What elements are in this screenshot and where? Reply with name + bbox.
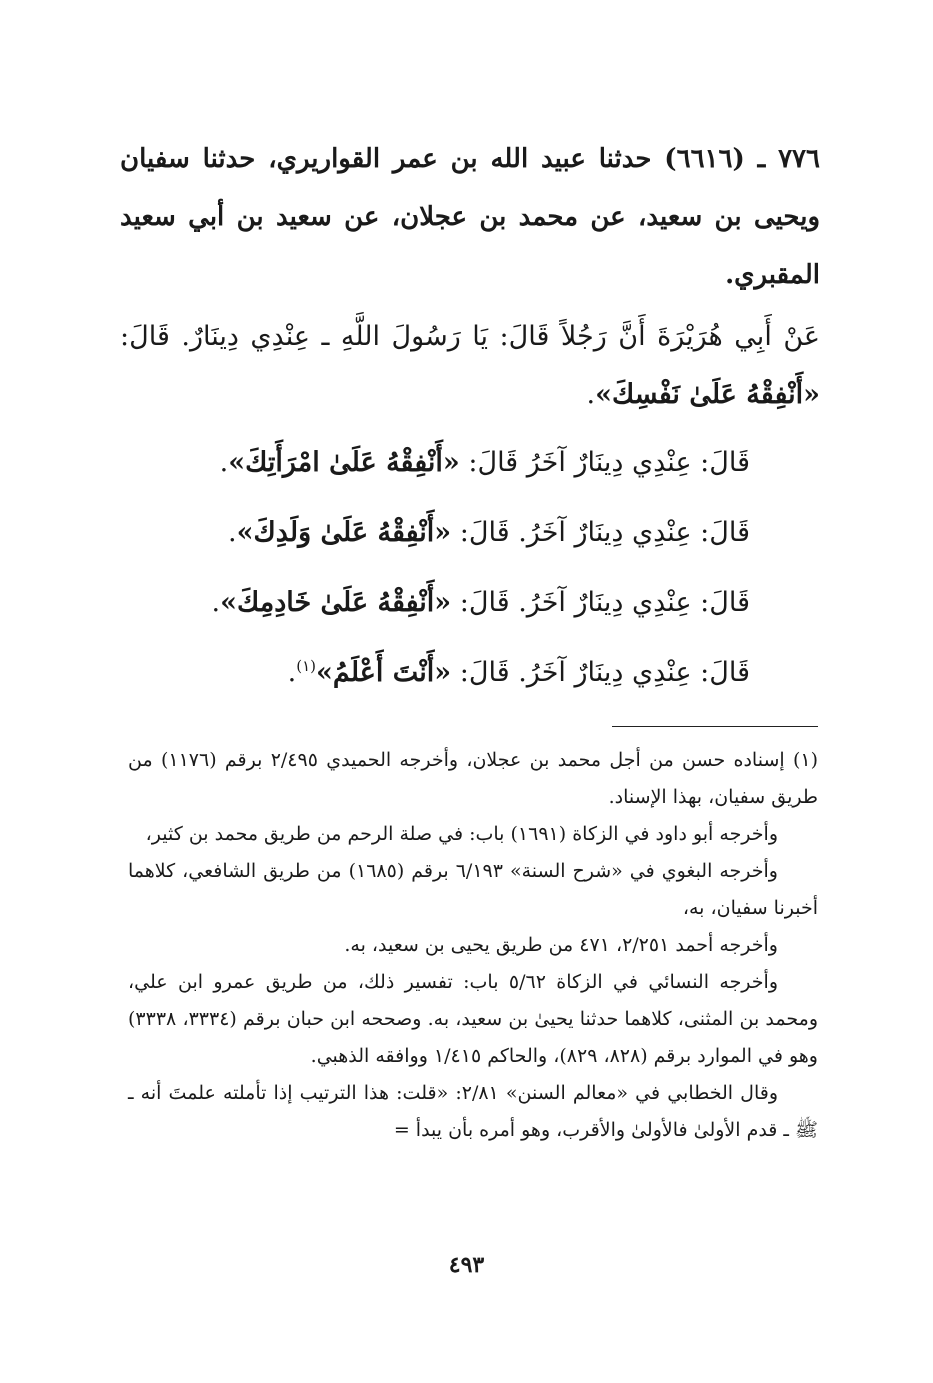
dialog-line — [120, 428, 820, 498]
dialog-end: . — [287, 657, 297, 688]
hadith-number: ٧٧٦ ـ — [757, 144, 820, 174]
hadith-reference: (٦٦١٦) — [664, 144, 745, 174]
page-number: ٤٩٣ — [448, 1252, 485, 1278]
footnote-paragraph: وأخرجه أبو داود في الزكاة (١٦٩١) باب: في صلة الرحم من طريق محمد بن كثير، — [145, 823, 778, 845]
footnotes — [128, 742, 818, 1149]
footnote-paragraph: وقال الخطابي في «معالم السنن» ٢/٨١: «قلت: هذا الترتيب إذا تأملته علمتَ أنه ـ ﷺ ـ قدم الأولىٰ فالأولىٰ والأقرب، وهو أمره بأن يبدأ = — [128, 1082, 818, 1141]
footnote-paragraph: (١) إسناده حسن من أجل محمد بن عجلان، وأخرجه الحميدي ٢/٤٩٥ برقم (١١٧٦) من طريق سفيان، بهذا الإسناد. — [128, 749, 819, 808]
dialog-line — [120, 498, 820, 568]
dialog-end: . — [219, 447, 229, 478]
dialog-line — [120, 638, 820, 708]
dialog-answer: «أَنْفِقْهُ عَلَىٰ وَلَدِكَ» — [236, 517, 452, 548]
dialog-question: قَالَ: عِنْدِي دِينَارٌ آخَرُ. قَالَ: — [459, 517, 750, 548]
footnote-separator — [612, 726, 818, 727]
dialog-question: قَالَ: عِنْدِي دِينَارٌ آخَرُ قَالَ: — [468, 447, 750, 478]
hadith-isnad-paragraph — [120, 130, 820, 304]
hadith-matn-intro: عَنْ أَبِي هُرَيْرَةَ أَنَّ رَجُلاً قَالَ: يَا رَسُولَ اللَّهِ ـ عِنْدِي دِينَارٌ. قَالَ: «أَنْفِقْهُ عَلَىٰ نَفْسِكَ». — [120, 321, 820, 410]
matn-intro-text: عَنْ أَبِي هُرَيْرَةَ أَنَّ رَجُلاً قَالَ: يَا رَسُولَ اللَّهِ ـ عِنْدِي دِينَارٌ. قَالَ: — [120, 321, 820, 352]
footnote-paragraph: وأخرجه أحمد ٢/٢٥١، ٤٧١ من طريق يحيى بن سعيد، به. — [344, 934, 778, 956]
dialog-end: . — [211, 587, 221, 618]
hadith-isnad: حدثنا عبيد الله بن عمر القواريري، حدثنا سفيان ويحيى بن سعيد، عن محمد بن عجلان، عن سعيد بن أبي سعيد المقبري. — [120, 144, 820, 290]
dialog-answer: «أَنْفِقْهُ عَلَىٰ خَادِمِكَ» — [220, 587, 452, 618]
dialog-answer: «أَنْتَ أَعْلَمُ» — [315, 657, 452, 688]
matn-intro-answer: «أَنْفِقْهُ عَلَىٰ نَفْسِكَ» — [595, 379, 820, 410]
dialog-end: . — [227, 517, 237, 548]
dialog-question: قَالَ: عِنْدِي دِينَارٌ آخَرُ. قَالَ: — [459, 587, 750, 618]
hadith-block — [120, 130, 820, 708]
footnote-paragraph: وأخرجه النسائي في الزكاة ٥/٦٢ باب: تفسير ذلك، من طريق عمرو ابن علي، ومحمد بن المثنى، كلاهما حدثنا يحيىٰ بن سعيد، به. وصححه ابن حبان برقم (٣٣٣٤، ٣٣٣٨) وهو في الموارد برقم (٨٢٨، ٨٢٩)، والحاكم ١/٤١٥ ووافقه الذهبي. — [128, 971, 818, 1067]
footnote-reference: (١) — [296, 657, 316, 675]
dialog-line — [120, 568, 820, 638]
footnote-paragraph: وأخرجه البغوي في «شرح السنة» ٦/١٩٣ برقم (١٦٨٥) من طريق الشافعي، كلاهما أخبرنا سفيان، به، — [128, 860, 818, 919]
dialog-answer: «أَنْفِقْهُ عَلَىٰ امْرَأَتِكَ» — [228, 447, 460, 478]
dialog-lines — [120, 428, 820, 708]
dialog-question: قَالَ: عِنْدِي دِينَارٌ آخَرُ. قَالَ: — [459, 657, 750, 688]
